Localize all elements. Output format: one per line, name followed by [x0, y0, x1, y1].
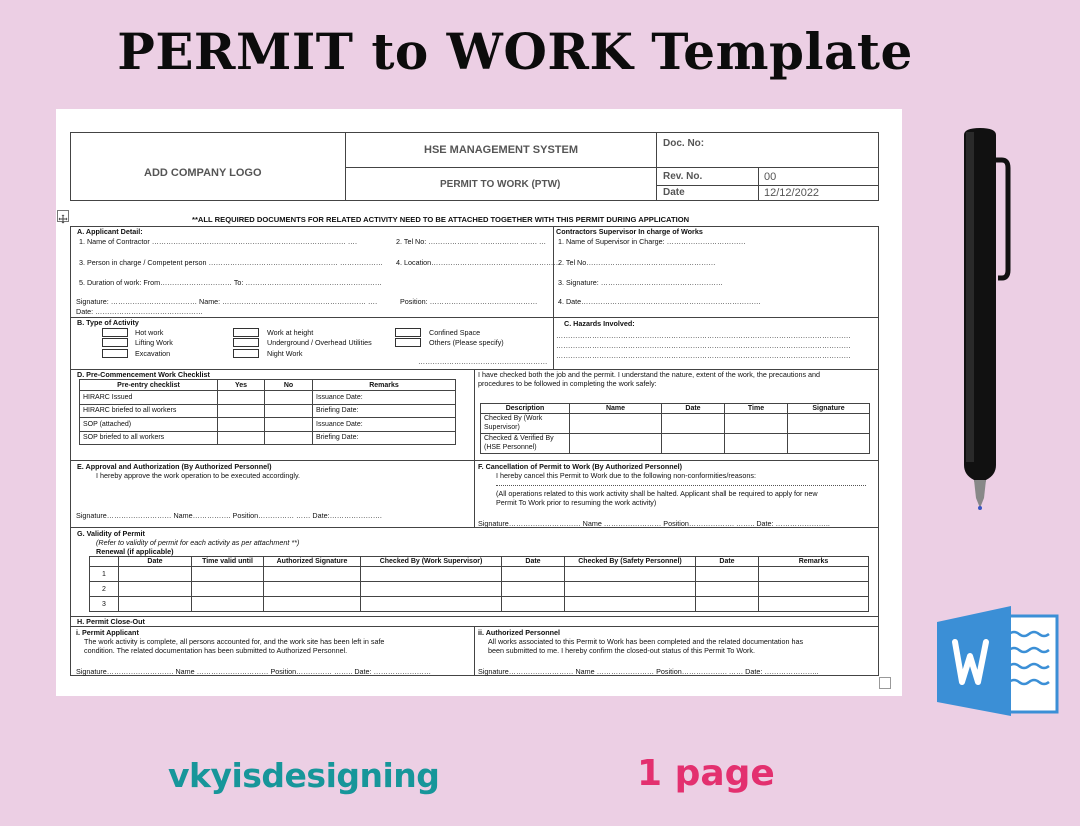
- checkbox-hot-work[interactable]: [102, 328, 128, 337]
- row-label: (HSE Personnel): [484, 443, 537, 451]
- word-document-icon: [935, 606, 1061, 716]
- cell[interactable]: [565, 582, 696, 597]
- date-value: 12/12/2022: [764, 187, 820, 199]
- cell[interactable]: [696, 582, 759, 597]
- cell[interactable]: [192, 582, 264, 597]
- activity-underground-utilities: Underground / Overhead Utilities: [267, 338, 372, 347]
- row-label: Checked & Verified By: [484, 435, 554, 443]
- col-index: [90, 557, 119, 567]
- cancellation-note-2: Permit To Work prior to resuming the work activity): [496, 498, 657, 507]
- cell[interactable]: [264, 567, 361, 582]
- cell[interactable]: [264, 597, 361, 612]
- hazards-line-3[interactable]: ……………………………………………………………………………………………………………: [556, 351, 851, 360]
- renewal-table: [89, 556, 869, 612]
- cell[interactable]: [502, 597, 565, 612]
- signoff-table: [480, 403, 870, 454]
- permit-applicant-title: i. Permit Applicant: [76, 628, 139, 637]
- section-b-title: B. Type of Activity: [77, 318, 139, 327]
- permit-sheet: [56, 109, 902, 696]
- contractor-name-field[interactable]: 1. Name of Contractor ……………………………………………………………………… ….: [79, 237, 357, 246]
- col-no: No: [265, 380, 313, 391]
- cell[interactable]: [361, 597, 502, 612]
- applicant-closeout-signature[interactable]: Signature………………………. Name ………………………… Position…………… …….. Date: ……………………: [76, 667, 432, 676]
- no-cell[interactable]: [265, 431, 313, 445]
- col-checked-by-safety: Checked By (Safety Personnel): [565, 557, 696, 567]
- company-logo-placeholder[interactable]: ADD COMPANY LOGO: [144, 167, 262, 179]
- activity-others: Others (Please specify): [429, 338, 504, 347]
- no-cell[interactable]: [265, 404, 313, 418]
- applicant-position-field[interactable]: Position: ………………………………………: [400, 297, 538, 306]
- cell[interactable]: [361, 582, 502, 597]
- remarks-cell[interactable]: Issuance Date:: [313, 391, 456, 405]
- move-handle-icon[interactable]: [57, 210, 69, 222]
- cell[interactable]: [759, 582, 869, 597]
- section-g-title: G. Validity of Permit: [77, 529, 145, 538]
- authorized-personnel-title: ii. Authorized Personnel: [478, 628, 560, 637]
- cell[interactable]: [192, 597, 264, 612]
- checkbox-work-at-height[interactable]: [233, 328, 259, 337]
- person-in-charge-field[interactable]: 3. Person in charge / Competent person ……………………………………………… ………………: [79, 258, 383, 267]
- main-title: PERMIT to WORK Template: [117, 22, 913, 81]
- page-count: 1 page: [637, 753, 775, 794]
- cell[interactable]: [759, 597, 869, 612]
- hazards-line-1[interactable]: ……………………………………………………………………………………………………………: [556, 331, 851, 340]
- time-cell[interactable]: [725, 434, 788, 454]
- validity-note: (Refer to validity of permit for each activity as per attachment **): [96, 538, 300, 547]
- activity-work-at-height: Work at height: [267, 328, 314, 337]
- time-cell[interactable]: [725, 414, 788, 434]
- applicant-date-field[interactable]: Date: ………………………………………: [76, 307, 203, 316]
- row-number: 3: [90, 597, 119, 612]
- col-date: Date: [119, 557, 192, 567]
- row-number: 2: [90, 582, 119, 597]
- approval-text: I hereby approve the work operation to be executed accordingly.: [96, 471, 301, 480]
- yes-cell[interactable]: [218, 431, 265, 445]
- date-label: Date: [663, 187, 685, 198]
- cancellation-reason-line[interactable]: [496, 480, 866, 486]
- cell[interactable]: [502, 567, 565, 582]
- col-yes: Yes: [218, 380, 265, 391]
- supervisor-title: Contractors Supervisor In charge of Works: [556, 227, 703, 236]
- authorized-closeout-signature[interactable]: Signature……………………… Name …………………… Position………………. …… Date: …………………..: [478, 667, 819, 676]
- cell[interactable]: [759, 567, 869, 582]
- cancellation-signature-line[interactable]: Signature………………………… Name …………………… Position………………. …….. Date: …………………..: [478, 519, 830, 528]
- section-f-title: F. Cancellation of Permit to Work (By Authorized Personnel): [478, 462, 683, 471]
- col-pre-entry: Pre-entry checklist: [80, 380, 218, 391]
- cell[interactable]: [119, 597, 192, 612]
- applicant-closeout-text-1: The work activity is complete, all persons accounted for, and the work site has been left in safe: [84, 637, 385, 646]
- yes-cell[interactable]: [218, 404, 265, 418]
- remarks-cell[interactable]: Issuance Date:: [313, 418, 456, 432]
- document-name: PERMIT TO WORK (PTW): [440, 179, 561, 190]
- cell[interactable]: [696, 567, 759, 582]
- no-cell[interactable]: [265, 391, 313, 405]
- authorized-closeout-text-1: All works associated to this Permit to Work has been completed and the related documentation has: [488, 637, 804, 646]
- hazards-line-2[interactable]: ……………………………………………………………………………………………………………: [556, 341, 851, 350]
- table-row: SOP briefed to all workers: [80, 431, 218, 445]
- location-field[interactable]: 4. Location………………………………………………: [396, 258, 561, 267]
- col-signature: Signature: [788, 404, 870, 414]
- row-number: 1: [90, 567, 119, 582]
- remarks-cell[interactable]: Briefing Date:: [313, 431, 456, 445]
- section-e-title: E. Approval and Authorization (By Authorized Personnel): [77, 462, 272, 471]
- checkbox-lifting-work[interactable]: [102, 338, 128, 347]
- section-d-title: D. Pre-Commencement Work Checklist: [77, 370, 210, 379]
- cell[interactable]: [565, 597, 696, 612]
- doc-no-label: Doc. No:: [663, 138, 705, 149]
- signature-cell[interactable]: [788, 414, 870, 434]
- yes-cell[interactable]: [218, 391, 265, 405]
- system-name: HSE MANAGEMENT SYSTEM: [424, 144, 579, 156]
- attachment-notice: **ALL REQUIRED DOCUMENTS FOR RELATED ACTIVITY NEED TO BE ATTACHED TOGETHER WITH THIS PERMIT DURING APPLICATION: [192, 215, 690, 224]
- table-row: HIRARC Issued: [80, 391, 218, 405]
- resize-handle[interactable]: [879, 677, 891, 689]
- col-remarks: Remarks: [759, 557, 869, 567]
- tel-no-field[interactable]: 2. Tel No: ………………… ……………. ……. …: [396, 237, 547, 246]
- col-date: Date: [662, 404, 725, 414]
- row-label: Checked By (Work: [484, 415, 543, 423]
- name-cell[interactable]: [570, 434, 662, 454]
- supervisor-date-field[interactable]: 4. Date…………………………………………………………………: [558, 297, 761, 306]
- date-cell[interactable]: [662, 434, 725, 454]
- col-date-2: Date: [502, 557, 565, 567]
- checkbox-underground-utilities[interactable]: [233, 338, 259, 347]
- cell[interactable]: [565, 567, 696, 582]
- supervisor-signature-field[interactable]: 3. Signature: ……………………………………………: [558, 278, 723, 287]
- checkbox-others[interactable]: [395, 338, 421, 347]
- checkbox-excavation[interactable]: [102, 349, 128, 358]
- renewal-label: Renewal (if applicable): [96, 547, 174, 556]
- supervisor-name-field[interactable]: 1. Name of Supervisor in Charge: ……………………………: [558, 237, 746, 246]
- cell[interactable]: [502, 582, 565, 597]
- authorized-closeout-text-2: been submitted to me. I hereby confirm the closed-out status of this Permit To Work.: [488, 646, 755, 655]
- cell[interactable]: [696, 597, 759, 612]
- activity-lifting-work: Lifting Work: [135, 338, 173, 347]
- activity-night-work: Night Work: [267, 349, 303, 358]
- pen-icon: [950, 120, 1020, 520]
- activity-hot-work: Hot work: [135, 328, 164, 337]
- cancellation-note-1: (All operations related to this work activity shall be halted. Applicant shall be required to apply for new: [496, 489, 818, 498]
- others-specify-line[interactable]: ………………………………………………: [418, 357, 548, 366]
- date-cell[interactable]: [662, 414, 725, 434]
- name-cell[interactable]: [570, 414, 662, 434]
- yes-cell[interactable]: [218, 418, 265, 432]
- applicant-signature-field[interactable]: Signature: ……………………………… Name: …………………………………………………… ….: [76, 297, 378, 306]
- pre-entry-checklist-table: [79, 379, 456, 445]
- declaration-text-2: procedures to be followed in completing the work safely:: [478, 379, 657, 388]
- cell[interactable]: [119, 567, 192, 582]
- col-description: Description: [481, 404, 570, 414]
- brand-name: vkyisdesigning: [168, 756, 440, 795]
- section-c-title: C. Hazards Involved:: [564, 319, 635, 328]
- no-cell[interactable]: [265, 418, 313, 432]
- table-row: SOP (attached): [80, 418, 218, 432]
- cell[interactable]: [119, 582, 192, 597]
- activity-confined-space: Confined Space: [429, 328, 481, 337]
- section-h-title: H. Permit Close-Out: [77, 617, 145, 626]
- table-row: [481, 434, 570, 454]
- remarks-cell[interactable]: Briefing Date:: [313, 404, 456, 418]
- duration-field[interactable]: 5. Duration of work: From………………………… To: …………………………………………………: [79, 278, 382, 287]
- declaration-text-1: I have checked both the job and the permit. I understand the nature, extent of the work, the precautions and: [478, 370, 821, 379]
- supervisor-tel-field[interactable]: 2. Tel No………………………………………………: [558, 258, 716, 267]
- cell[interactable]: [192, 567, 264, 582]
- col-authorized-signature: Authorized Signature: [264, 557, 361, 567]
- row-label: Supervisor): [484, 423, 520, 431]
- col-time: Time: [725, 404, 788, 414]
- activity-excavation: Excavation: [135, 349, 171, 358]
- signature-cell[interactable]: [788, 434, 870, 454]
- cell[interactable]: [264, 582, 361, 597]
- col-name: Name: [570, 404, 662, 414]
- section-a-title: A. Applicant Detail:: [77, 227, 143, 236]
- table-row: HIRARC briefed to all workers: [80, 404, 218, 418]
- col-time-valid: Time valid until: [192, 557, 264, 567]
- rev-no-value: 00: [764, 171, 777, 183]
- checkbox-night-work[interactable]: [233, 349, 259, 358]
- col-checked-by-supervisor: Checked By (Work Supervisor): [361, 557, 502, 567]
- table-row: [481, 414, 570, 434]
- cell[interactable]: [361, 567, 502, 582]
- col-date-3: Date: [696, 557, 759, 567]
- col-remarks: Remarks: [313, 380, 456, 391]
- cancellation-text: I hereby cancel this Permit to Work due to the following non-conformities/reasons:: [496, 471, 756, 480]
- rev-no-label: Rev. No.: [663, 171, 703, 182]
- approval-signature-line[interactable]: Signature……………………… Name……………. Position…………… …… Date:………………….: [76, 511, 382, 520]
- checkbox-confined-space[interactable]: [395, 328, 421, 337]
- applicant-closeout-text-2: condition. The related documentation has been submitted to Authorized Personnel.: [84, 646, 348, 655]
